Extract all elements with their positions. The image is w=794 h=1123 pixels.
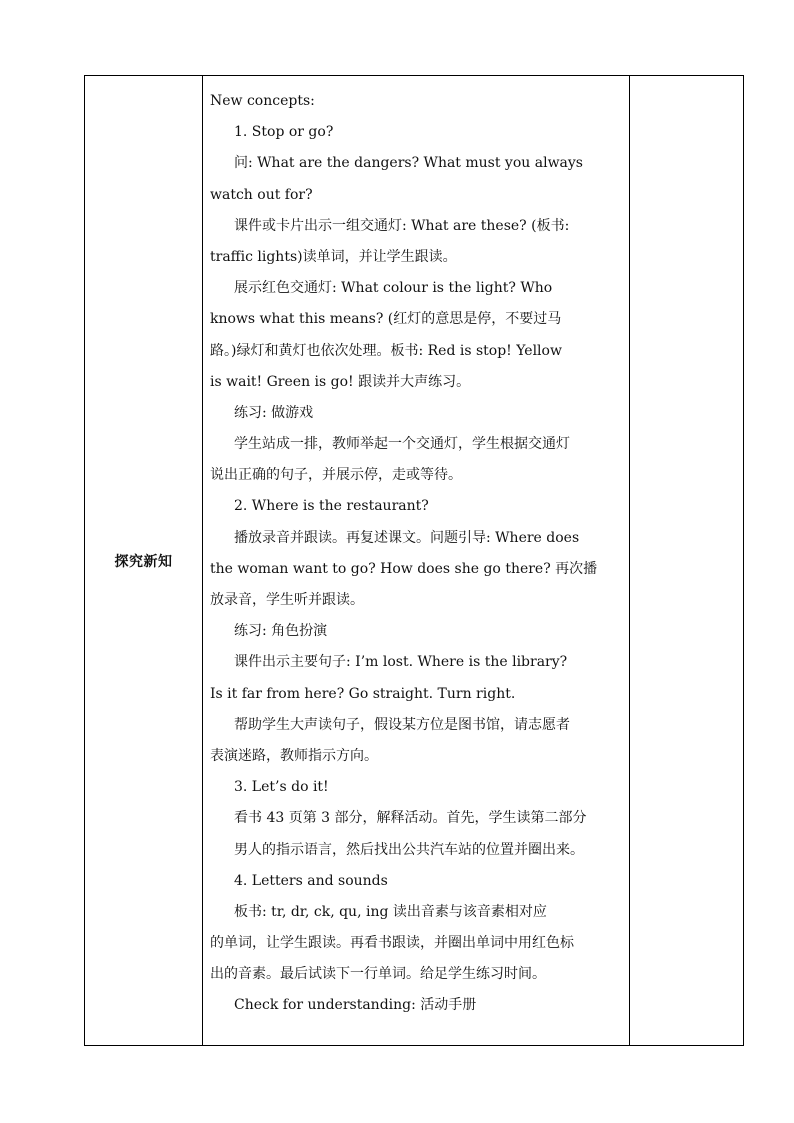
- notes-cell: [630, 76, 744, 1046]
- content-lines: [203, 76, 629, 1022]
- content-line: 课件或卡片出示一组交通灯: What are these? (板书:: [234, 217, 570, 234]
- content-line: 练习: 角色扮演: [234, 623, 328, 640]
- content-line: 说出正确的句子，并展示停，走或等待。: [210, 467, 462, 484]
- table-row: [85, 76, 744, 1046]
- content-line: 播放录音并跟读。再复述课文。问题引导: Where does: [234, 529, 580, 546]
- content-line: 男人的指示语言，然后找出公共汽车站的位置并圈出来。: [234, 841, 584, 858]
- content-line: 看书 43 页第 3 部分，解释活动。首先，学生读第二部分: [234, 810, 587, 827]
- content-line: 路。)绿灯和黄灯也依次处理。板书: Red is stop! Yellow: [210, 342, 562, 359]
- section-label-cell: [85, 76, 203, 1046]
- content-line: 放录音，学生听并跟读。: [210, 592, 364, 608]
- section-label: 探究新知: [114, 553, 173, 570]
- content-line: is wait! Green is go! 跟读并大声练习。: [210, 373, 471, 390]
- content-line: 问: What are the dangers? What must you always: [234, 155, 583, 172]
- content-line: 板书: tr, dr, ck, qu, ing 读出音素与该音素相对应: [234, 903, 547, 920]
- content-line: 出的音素。最后试读下一行单词。给足学生练习时间。: [210, 966, 546, 983]
- content-line: 的单词，让学生跟读。再看书跟读，并圈出单词中用红色标: [210, 935, 574, 952]
- content-line: Is it far from here? Go straight. Turn right.: [210, 685, 516, 702]
- content-line: 展示红色交通灯: What colour is the light? Who: [234, 280, 553, 297]
- content-line: traffic lights)读单词，并让学生跟读。: [210, 248, 457, 265]
- content-line: 表演迷路，教师指示方向。: [210, 747, 378, 764]
- content-line: New concepts:: [210, 93, 315, 109]
- content-line: Check for understanding: 活动手册: [234, 997, 477, 1014]
- content-line: 帮助学生大声读句子，假设某方位是图书馆，请志愿者: [234, 716, 570, 733]
- content-line: 课件出示主要句子: I’m lost. Where is the library?: [234, 654, 568, 671]
- content-line: 2. Where is the restaurant?: [234, 498, 429, 515]
- content-cell: [203, 76, 630, 1046]
- content-line: watch out for?: [210, 186, 313, 203]
- content-line: 学生站成一排，教师举起一个交通灯，学生根据交通灯: [234, 436, 570, 453]
- content-line: knows what this means? (红灯的意思是停，不要过马: [210, 311, 562, 328]
- lesson-plan-table: [84, 75, 744, 1046]
- content-line: 4. Letters and sounds: [234, 872, 388, 889]
- content-line: 1. Stop or go?: [234, 124, 334, 141]
- content-line: 练习: 做游戏: [234, 404, 314, 421]
- content-line: 3. Let’s do it!: [234, 779, 329, 796]
- content-line: the woman want to go? How does she go there? 再次播: [210, 560, 598, 577]
